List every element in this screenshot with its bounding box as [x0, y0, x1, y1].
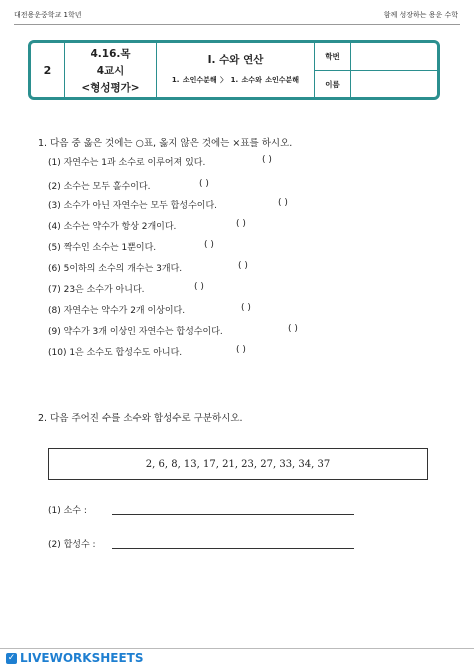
- q1-item-9: (9) 약수가 3개 이상인 자연수는 합성수이다.: [48, 327, 223, 337]
- student-fields: [351, 43, 437, 97]
- student-id-field[interactable]: [351, 43, 437, 71]
- number-list-box: 2, 6, 8, 13, 17, 21, 23, 27, 33, 34, 37: [48, 448, 428, 480]
- assessment-type: <형성평가>: [81, 82, 140, 94]
- worksheet-header: [28, 40, 440, 100]
- q1-answer-8[interactable]: ( ): [241, 303, 251, 313]
- q1-answer-4[interactable]: ( ): [236, 219, 246, 229]
- q1-item-3: (3) 소수가 아닌 자연수는 모두 합성수이다.: [48, 201, 218, 211]
- q1-item-2: (2) 소수는 모두 홀수이다.: [48, 182, 151, 192]
- q1-answer-6[interactable]: ( ): [238, 261, 248, 271]
- q1-answer-1[interactable]: ( ): [262, 155, 272, 165]
- school-label: 대전용운중학교 1학년: [14, 11, 82, 19]
- prime-answer-label: (1) 소수 :: [48, 506, 87, 516]
- q1-answer-9[interactable]: ( ): [288, 324, 298, 334]
- q1-item-10: (10) 1은 소수도 합성수도 아니다.: [48, 348, 183, 358]
- session-info: [65, 43, 157, 97]
- q1-answer-2[interactable]: ( ): [199, 179, 209, 189]
- student-name-label: 이름: [325, 80, 340, 89]
- q1-item-4: (4) 소수는 약수가 항상 2개이다.: [48, 222, 177, 232]
- q1-answer-3[interactable]: ( ): [278, 198, 288, 208]
- session-date: 4.16.목: [90, 48, 131, 60]
- session-period: 4교시: [96, 65, 125, 77]
- brand-name: LIVEWORKSHEETS: [20, 651, 144, 665]
- q1-item-8: (8) 자연수는 약수가 2개 이상이다.: [48, 306, 186, 316]
- unit-info: [157, 43, 315, 97]
- q1-answer-10[interactable]: ( ): [236, 345, 246, 355]
- logo-icon: ✓: [7, 652, 16, 663]
- student-labels: [315, 43, 351, 97]
- liveworksheets-logo: [6, 651, 143, 665]
- q1-item-5: (5) 짝수인 소수는 1뿐이다.: [48, 243, 157, 253]
- worksheet-number: 2: [31, 43, 65, 97]
- q1-item-1: (1) 자연수는 1과 소수로 이루어져 있다.: [48, 158, 206, 168]
- footer-divider: [0, 648, 474, 649]
- composite-answer-label: (2) 합성수 :: [48, 540, 96, 550]
- student-id-label: 학번: [315, 43, 350, 71]
- unit-title: Ⅰ. 수와 연산: [207, 54, 264, 66]
- composite-answer-line[interactable]: [112, 548, 354, 549]
- q1-answer-5[interactable]: ( ): [204, 240, 214, 250]
- q1-item-6: (6) 5이하의 소수의 개수는 3개다.: [48, 264, 183, 274]
- question-2-prompt: 2. 다음 주어진 수를 소수와 합성수로 구분하시오.: [38, 413, 243, 424]
- motto-label: 함께 성장하는 용운 수학: [383, 11, 458, 19]
- q1-answer-7[interactable]: ( ): [194, 282, 204, 292]
- unit-path: 1. 소인수분해 〉 1. 소수와 소인수분해: [171, 76, 300, 84]
- top-divider: [14, 24, 460, 25]
- question-1-prompt: 1. 다음 중 옳은 것에는 ○표, 옳지 않은 것에는 ×표를 하시오.: [38, 138, 293, 149]
- prime-answer-line[interactable]: [112, 514, 354, 515]
- q1-item-7: (7) 23은 소수가 아니다.: [48, 285, 145, 295]
